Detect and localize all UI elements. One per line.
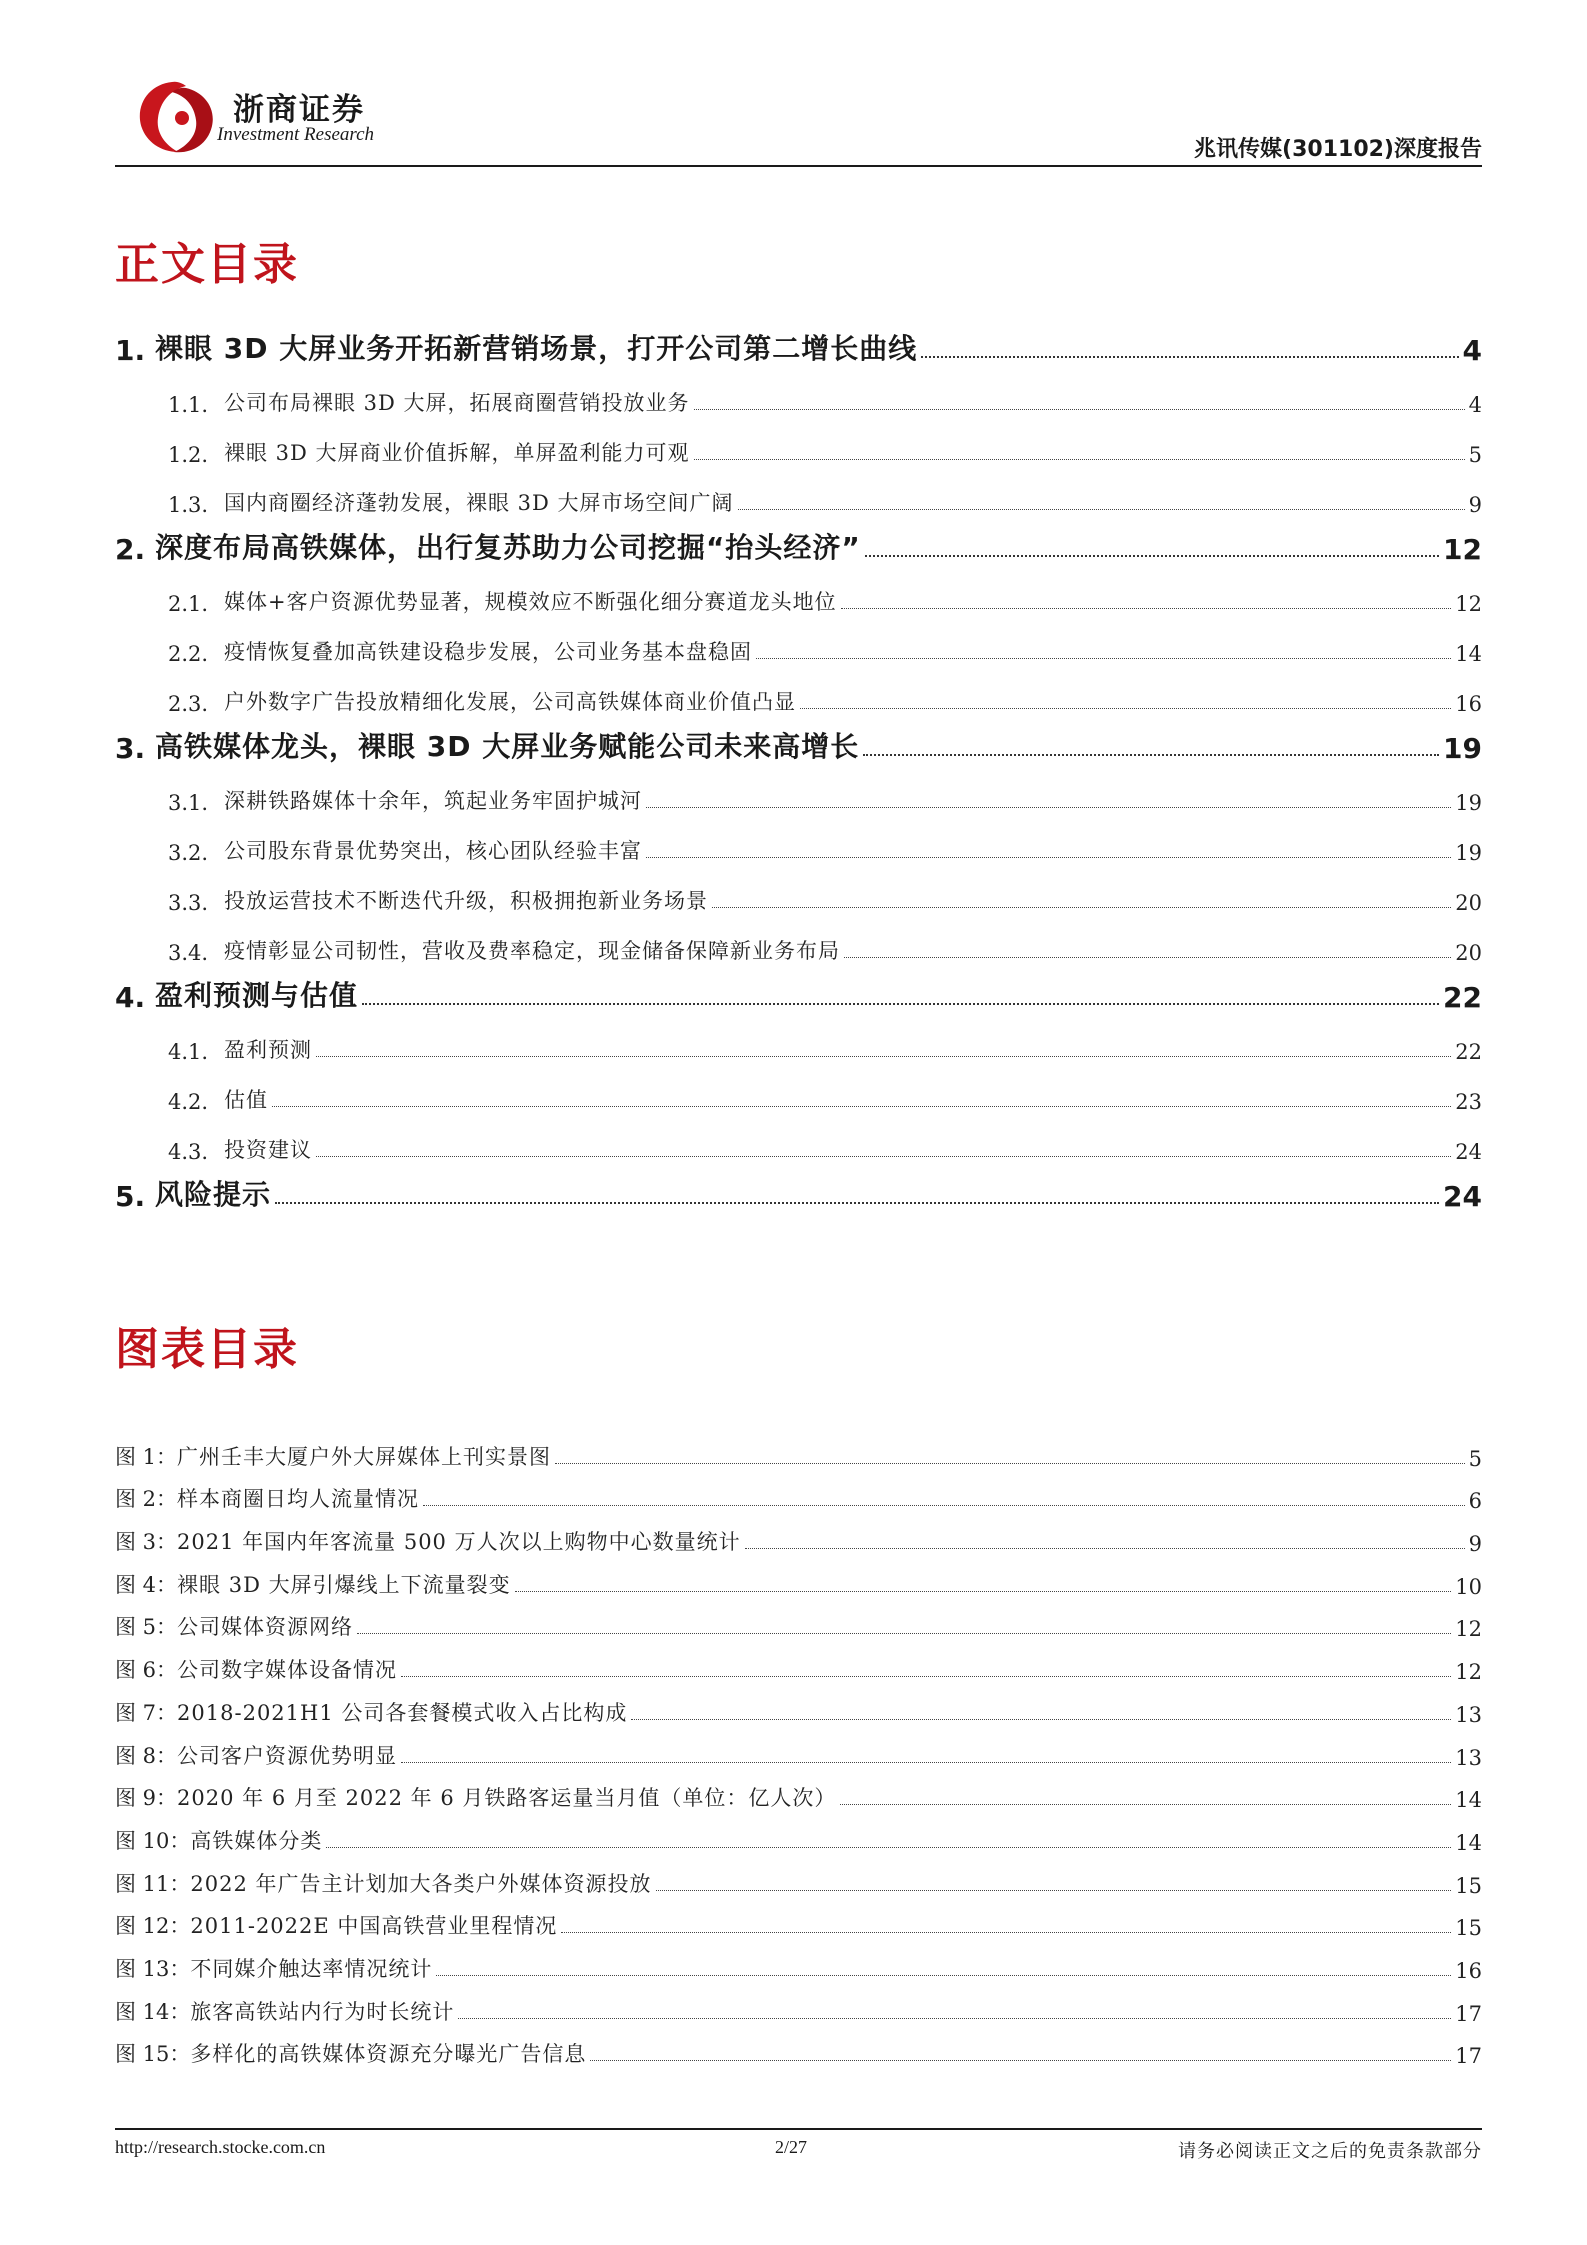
dot-leader (401, 1676, 1451, 1677)
figure-page: 6 (1468, 1489, 1482, 1514)
figure-page: 10 (1455, 1574, 1482, 1599)
figure-page: 12 (1455, 1660, 1482, 1685)
toc-section-entry[interactable] (115, 417, 1482, 467)
figure-list-entry[interactable] (115, 1471, 1482, 1514)
dot-leader (656, 1890, 1452, 1891)
dot-leader (316, 1056, 1451, 1057)
toc-entry-number: 3.4. (168, 941, 209, 965)
toc-entry-label: 深度布局高铁媒体，出行复苏助力公司挖掘“抬头经济” (155, 531, 861, 564)
figure-list-entry[interactable] (115, 1898, 1482, 1941)
toc-section-entry[interactable] (115, 865, 1482, 915)
toc-entry-label: 盈利预测 (224, 1038, 312, 1062)
dot-leader (646, 857, 1451, 858)
toc-entry-page: 12 (1455, 592, 1482, 616)
footer-divider (115, 2128, 1482, 2130)
toc-entry-label: 深耕铁路媒体十余年，筑起业务牢固护城河 (224, 789, 642, 813)
table-of-contents (115, 318, 1482, 1213)
dot-leader (362, 1003, 1439, 1005)
dot-leader (316, 1156, 1451, 1157)
toc-entry-page: 22 (1455, 1040, 1482, 1064)
figure-number: 图 1： (115, 1444, 178, 1469)
toc-entry-number: 3.2. (168, 841, 209, 865)
toc-entry-label: 风险提示 (155, 1178, 272, 1211)
figure-list-entry[interactable] (115, 1599, 1482, 1642)
dot-leader (275, 1202, 1439, 1204)
toc-chapter-entry[interactable] (115, 517, 1482, 566)
toc-entry-label: 裸眼 3D 大屏商业价值拆解，单屏盈利能力可观 (224, 441, 690, 465)
dot-leader (745, 1548, 1465, 1549)
toc-entry-page: 24 (1455, 1140, 1482, 1164)
dot-leader (863, 754, 1439, 756)
figure-caption: 旅客高铁站内行为时长统计 (190, 1999, 455, 2024)
toc-entry-label: 投放运营技术不断迭代升级，积极拥抱新业务场景 (224, 889, 708, 913)
toc-entry-number: 4.3. (168, 1140, 209, 1164)
report-tag: 兆讯传媒(301102)深度报告 (1194, 137, 1482, 162)
toc-chapter-entry[interactable] (115, 318, 1482, 367)
figure-number: 图 10： (115, 1828, 191, 1853)
toc-entry-number: 2.1. (168, 592, 209, 616)
figure-number: 图 4： (115, 1572, 178, 1597)
figure-caption: 公司数字媒体设备情况 (177, 1658, 398, 1683)
dot-leader (555, 1463, 1465, 1464)
page-header (115, 78, 1482, 168)
figure-caption: 多样化的高铁媒体资源充分曝光广告信息 (190, 2042, 587, 2067)
figure-page: 9 (1468, 1532, 1482, 1557)
figure-page: 14 (1455, 1788, 1482, 1813)
figure-number: 图 12： (115, 1914, 191, 1939)
toc-entry-label: 户外数字广告投放精细化发展，公司高铁媒体商业价值凸显 (224, 690, 796, 714)
figure-page: 15 (1455, 1873, 1482, 1898)
figure-list-entry[interactable] (115, 1513, 1482, 1556)
dot-leader (694, 459, 1465, 460)
toc-section-entry[interactable] (115, 616, 1482, 666)
toc-entry-page: 20 (1455, 891, 1482, 915)
toc-entry-number: 3.3. (168, 891, 209, 915)
dot-leader (844, 957, 1451, 958)
dot-leader (841, 608, 1452, 609)
toc-entry-label: 高铁媒体龙头，裸眼 3D 大屏业务赋能公司未来高增长 (155, 730, 860, 763)
toc-chapter-entry[interactable] (115, 1164, 1482, 1213)
toc-entry-label: 盈利预测与估值 (155, 979, 359, 1012)
figure-caption: 2011-2022E 中国高铁营业里程情况 (190, 1914, 558, 1939)
toc-section-entry[interactable] (115, 1114, 1482, 1164)
figure-list-entry[interactable] (115, 1983, 1482, 2026)
toc-section-entry[interactable] (115, 1064, 1482, 1114)
dot-leader (272, 1106, 1451, 1107)
dot-leader (357, 1633, 1451, 1634)
figure-list-title: 图表目录 (115, 1324, 299, 1375)
toc-entry-label: 投资建议 (224, 1138, 312, 1162)
toc-section-entry[interactable] (115, 915, 1482, 965)
toc-entry-number: 1. (115, 334, 146, 367)
toc-entry-page: 19 (1455, 841, 1482, 865)
toc-entry-number: 4.1. (168, 1040, 209, 1064)
toc-entry-number: 5. (115, 1180, 146, 1213)
figure-list-entry[interactable] (115, 1641, 1482, 1684)
toc-section-entry[interactable] (115, 765, 1482, 815)
toc-entry-label: 媒体+客户资源优势显著，规模效应不断强化细分赛道龙头地位 (224, 590, 837, 614)
dot-leader (865, 555, 1439, 557)
figure-caption: 2022 年广告主计划加大各类户外媒体资源投放 (190, 1871, 652, 1896)
figure-number: 图 5： (115, 1615, 178, 1640)
dot-leader (436, 1975, 1451, 1976)
toc-entry-label: 国内商圈经济蓬勃发展，裸眼 3D 大屏市场空间广阔 (224, 491, 734, 515)
figure-list-entry[interactable] (115, 1812, 1482, 1855)
dot-leader (326, 1847, 1451, 1848)
figure-number: 图 3： (115, 1530, 178, 1555)
toc-entry-number: 1.1. (168, 393, 209, 417)
figure-number: 图 13： (115, 1956, 191, 1981)
toc-entry-label: 裸眼 3D 大屏业务开拓新营销场景，打开公司第二增长曲线 (155, 332, 918, 365)
logo-english-name: Investment Research (217, 124, 375, 145)
footer-disclaimer: 请务必阅读正文之后的免责条款部分 (1178, 2141, 1482, 2162)
figure-page: 16 (1455, 1958, 1482, 1983)
figure-page: 17 (1455, 2001, 1482, 2026)
figure-list-entry[interactable] (115, 1855, 1482, 1898)
toc-entry-page: 12 (1443, 533, 1482, 566)
dot-leader (694, 409, 1465, 410)
dot-leader (590, 2060, 1451, 2061)
toc-section-entry[interactable] (115, 1014, 1482, 1064)
figure-list-entry[interactable] (115, 1770, 1482, 1813)
toc-title: 正文目录 (115, 239, 299, 290)
figure-page: 15 (1455, 1916, 1482, 1941)
figure-list-entry[interactable] (115, 1428, 1482, 1471)
footer-url[interactable]: http://research.stocke.com.cn (115, 2137, 326, 2157)
figure-caption: 不同媒介触达率情况统计 (190, 1956, 433, 1981)
toc-entry-page: 4 (1468, 393, 1482, 417)
dot-leader (712, 907, 1451, 908)
dot-leader (561, 1932, 1451, 1933)
figure-caption: 广州壬丰大厦户外大屏媒体上刊实景图 (177, 1444, 552, 1469)
figure-list (115, 1428, 1482, 2068)
figure-caption: 高铁媒体分类 (190, 1828, 323, 1853)
toc-entry-number: 4.2. (168, 1090, 209, 1114)
footer-page-number: 2/27 (775, 2137, 808, 2157)
dot-leader (921, 356, 1458, 358)
dot-leader (756, 658, 1451, 659)
toc-entry-number: 1.3. (168, 493, 209, 517)
figure-number: 图 11： (115, 1871, 191, 1896)
company-logo (130, 78, 220, 156)
toc-entry-label: 公司股东背景优势突出，核心团队经验丰富 (224, 839, 642, 863)
toc-entry-label: 估值 (224, 1088, 268, 1112)
toc-chapter-entry[interactable] (115, 965, 1482, 1014)
dot-leader (423, 1505, 1465, 1506)
toc-section-entry[interactable] (115, 815, 1482, 865)
toc-entry-page: 5 (1468, 443, 1482, 467)
toc-entry-page: 23 (1455, 1090, 1482, 1114)
dot-leader (631, 1719, 1451, 1720)
figure-page: 12 (1455, 1617, 1482, 1642)
toc-section-entry[interactable] (115, 467, 1482, 517)
figure-caption: 2018-2021H1 公司各套餐模式收入占比构成 (177, 1700, 628, 1725)
figure-caption: 2021 年国内年客流量 500 万人次以上购物中心数量统计 (177, 1530, 741, 1555)
dot-leader (401, 1762, 1451, 1763)
toc-entry-number: 1.2. (168, 443, 209, 467)
figure-list-entry[interactable] (115, 2026, 1482, 2069)
figure-number: 图 15： (115, 2042, 191, 2067)
figure-list-entry[interactable] (115, 1727, 1482, 1770)
dot-leader (458, 2018, 1451, 2019)
figure-page: 13 (1455, 1702, 1482, 1727)
figure-number: 图 2： (115, 1487, 178, 1512)
toc-entry-number: 2. (115, 533, 146, 566)
toc-entry-page: 16 (1455, 692, 1482, 716)
figure-caption: 公司客户资源优势明显 (177, 1743, 398, 1768)
dot-leader (515, 1591, 1452, 1592)
toc-entry-number: 2.3. (168, 692, 209, 716)
figure-caption: 样本商圈日均人流量情况 (177, 1487, 420, 1512)
dot-leader (738, 509, 1465, 510)
figure-number: 图 7： (115, 1700, 178, 1725)
toc-entry-page: 9 (1468, 493, 1482, 517)
toc-entry-number: 2.2. (168, 642, 209, 666)
figure-caption: 裸眼 3D 大屏引爆线上下流量裂变 (177, 1572, 511, 1597)
toc-chapter-entry[interactable] (115, 716, 1482, 765)
toc-entry-page: 19 (1443, 732, 1482, 765)
toc-entry-label: 疫情彰显公司韧性，营收及费率稳定，现金储备保障新业务布局 (224, 939, 840, 963)
dot-leader (646, 807, 1451, 808)
figure-list-entry[interactable] (115, 1940, 1482, 1983)
toc-entry-number: 4. (115, 981, 146, 1014)
toc-entry-page: 14 (1455, 642, 1482, 666)
toc-entry-page: 24 (1443, 1180, 1482, 1213)
toc-entry-page: 4 (1462, 334, 1482, 367)
figure-list-entry[interactable] (115, 1556, 1482, 1599)
figure-page: 13 (1455, 1745, 1482, 1770)
figure-page: 5 (1468, 1446, 1482, 1471)
figure-list-entry[interactable] (115, 1684, 1482, 1727)
figure-caption: 2020 年 6 月至 2022 年 6 月铁路客运量当月值（单位：亿人次） (177, 1786, 837, 1811)
figure-number: 图 6： (115, 1658, 178, 1683)
toc-section-entry[interactable] (115, 367, 1482, 417)
figure-page: 17 (1455, 2044, 1482, 2069)
figure-page: 14 (1455, 1830, 1482, 1855)
toc-section-entry[interactable] (115, 666, 1482, 716)
toc-entry-number: 3. (115, 732, 146, 765)
toc-entry-label: 公司布局裸眼 3D 大屏，拓展商圈营销投放业务 (224, 391, 690, 415)
toc-entry-page: 20 (1455, 941, 1482, 965)
toc-entry-number: 3.1. (168, 791, 209, 815)
figure-number: 图 8： (115, 1743, 178, 1768)
figure-number: 图 14： (115, 1999, 191, 2024)
dot-leader (840, 1804, 1451, 1805)
logo-chinese-name: 浙商证券 (233, 92, 365, 128)
toc-section-entry[interactable] (115, 566, 1482, 616)
figure-caption: 公司媒体资源网络 (177, 1615, 354, 1640)
toc-entry-page: 22 (1443, 981, 1482, 1014)
toc-entry-page: 19 (1455, 791, 1482, 815)
figure-number: 图 9： (115, 1786, 178, 1811)
header-divider (115, 165, 1482, 167)
toc-entry-label: 疫情恢复叠加高铁建设稳步发展，公司业务基本盘稳固 (224, 640, 752, 664)
dot-leader (800, 708, 1451, 709)
